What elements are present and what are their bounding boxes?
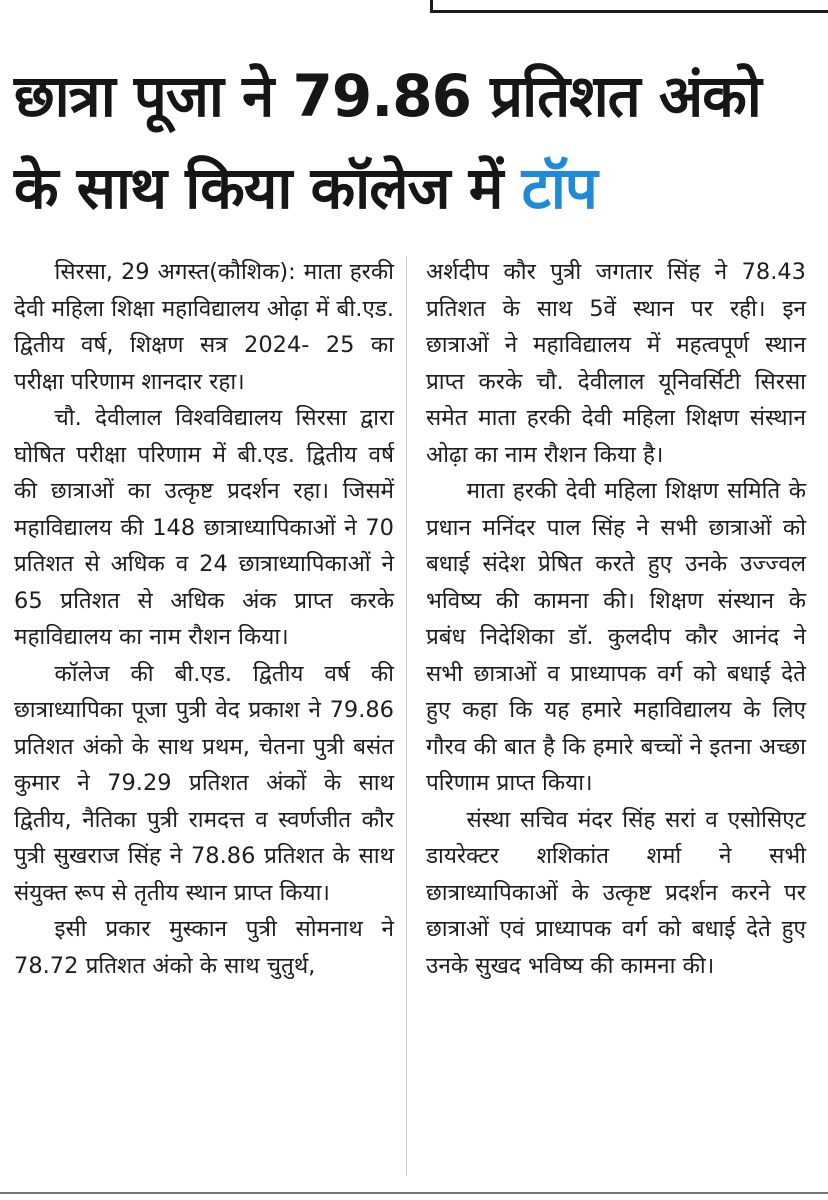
paragraph-fourth-position: इसी प्रकार मुस्कान पुत्री सोमनाथ ने 78.72 प्रतिशत अंको के साथ चुतुर्थ,	[14, 916, 394, 979]
previous-article-border	[430, 0, 828, 13]
headline-accent-word: टॉप	[521, 154, 597, 222]
article-column-right	[426, 254, 806, 984]
paragraph-dateline: सिरसा, 29 अगस्त(कौशिक): माता हरकी देवी महिला शिक्षा महाविद्यालय ओढ़ा में बी.एड. द्वितीय वर्ष, शिक्षण सत्र 2024- 25 का परीक्षा परिणाम शानदार रहा।	[14, 259, 394, 395]
paragraph-university-result: चौ. देवीलाल विश्वविद्यालय सिरसा द्वारा घोषित परीक्षा परिणाम में बी.एड. द्वितीय वर्ष की छात्राओं का उत्कृष्ट प्रदर्शन रहा। जिसमें महाविद्यालय की 148 छात्राध्यापिकाओं ने 70 प्रतिशत से अधिक व 24 छात्राध्यापिकाओं ने 65 प्रतिशत से अधिक अंक प्राप्त करके महाविद्यालय का नाम रौशन किया।	[14, 405, 394, 650]
paragraph-secretary-congrats: संस्था सचिव मंदर सिंह सरां व एसोसिएट डायरेक्टर शशिकांत शर्मा ने सभी छात्राध्यापिकाओं के उत्कृष्ट प्रदर्शन करने पर छात्राओं एवं प्राध्यापक वर्ग को बधाई देते हुए उनके सुखद भविष्य की कामना की।	[426, 806, 806, 979]
paragraph-fifth-position: अर्शदीप कौर पुत्री जगतार सिंह ने 78.43 प्रतिशत के साथ 5वें स्थान पर रही। इन छात्राओं ने महाविद्यालय में महत्वपूर्ण स्थान प्राप्त करके चौ. देवीलाल यूनिवर्सिटी सिरसा समेत माता हरकी देवी महिला शिक्षण संस्थान ओढ़ा का नाम रौशन किया है।	[426, 259, 806, 468]
paragraph-toppers: कॉलेज की बी.एड. द्वितीय वर्ष की छात्राध्यापिका पूजा पुत्री वेद प्रकाश ने 79.86 प्रतिशत अंको के साथ प्रथम, चेतना पुत्री बसंत कुमार ने 79.29 प्रतिशत अंकों के साथ द्वितीय, नैतिका पुत्री रामदत्त व स्वर्णजीत कौर पुत्री सुखराज सिंह ने 78.86 प्रतिशत के साथ संयुक्त रूप से तृतीय स्थान प्राप्त किया।	[14, 660, 394, 906]
article-column-left	[14, 254, 394, 984]
bottom-rule	[0, 1192, 828, 1194]
headline-line-1: छात्रा पूजा ने 79.86 प्रतिशत अंको	[14, 62, 761, 130]
article-headline	[14, 50, 814, 234]
paragraph-president-congrats: माता हरकी देवी महिला शिक्षण समिति के प्रधान मनिंदर पाल सिंह ने सभी छात्राओं को बधाई संदेश प्रेषित करते हुए उनके उज्ज्वल भविष्य की कामना की। शिक्षण संस्थान के प्रबंध निदेशिका डॉ. कुलदीप कौर आनंद ने सभी छात्राओं व प्राध्यापक वर्ग को बधाई देते हुए कहा कि यह हमारे महाविद्यालय के लिए गौरव की बात है कि हमारे बच्चों ने इतना अच्छा परिणाम प्राप्त किया।	[426, 478, 806, 796]
column-divider	[406, 256, 407, 1176]
headline-line-2: के साथ किया कॉलेज में	[14, 154, 503, 222]
